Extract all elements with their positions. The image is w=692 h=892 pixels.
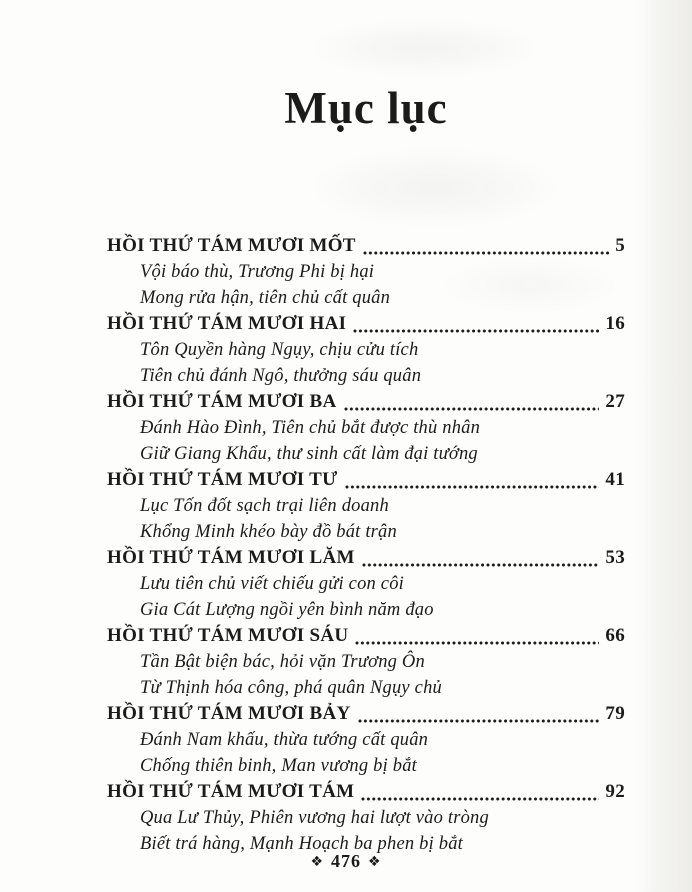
chapter-page-number: 41 — [605, 469, 625, 490]
chapter-page-number: 27 — [605, 391, 625, 412]
chapter-heading: HỒI THỨ TÁM MƯƠI LĂM — [107, 547, 355, 568]
chapter-subtitle-line: Đánh Nam khấu, thừa tướng cất quân — [140, 730, 429, 750]
chapter-subtitle-line: Từ Thịnh hóa công, phá quân Ngụy chủ — [140, 678, 442, 698]
chapter-heading: HỒI THỨ TÁM MƯƠI BẢY — [107, 703, 351, 724]
page-title: Mục lục — [284, 83, 448, 133]
footer-ornament-icon: ❖ — [368, 854, 382, 870]
page-footer — [0, 851, 692, 872]
dot-leader — [363, 251, 609, 255]
chapter-subtitle-line: Lưu tiên chủ viết chiếu gửi con côi — [140, 574, 405, 594]
chapter-subtitle-line: Gia Cát Lượng ngồi yên bình năm đạo — [140, 600, 434, 620]
chapter-subtitle-line: Qua Lư Thủy, Phiên vương hai lượt vào tròng — [140, 808, 489, 828]
dot-leader — [358, 719, 600, 723]
table-of-contents — [107, 233, 625, 857]
dot-leader — [344, 407, 600, 411]
chapter-subtitle-line: Khổng Minh khéo bày đồ bát trận — [140, 522, 397, 542]
chapter-page-number: 5 — [615, 235, 625, 256]
chapter-heading: HỒI THỨ TÁM MƯƠI TƯ — [107, 469, 338, 490]
footer-ornament-icon: ❖ — [310, 854, 324, 870]
chapter-page-number: 53 — [605, 547, 625, 568]
page-edge-shading — [634, 0, 692, 892]
footer-page-number: 476 — [331, 851, 361, 871]
chapter-subtitle-line: Đánh Hào Đình, Tiên chủ bắt được thù nhân — [140, 418, 481, 438]
toc-entry-heading-row — [107, 701, 625, 727]
dot-leader — [345, 485, 600, 489]
toc-entry — [107, 779, 625, 857]
chapter-subtitle-line: Chống thiên binh, Man vương bị bắt — [140, 756, 418, 776]
toc-entry-heading-row — [107, 467, 625, 493]
toc-entry-heading-row — [107, 779, 625, 805]
toc-entry-heading-row — [107, 233, 625, 259]
dot-leader — [355, 641, 599, 645]
chapter-subtitle-line: Tiên chủ đánh Ngô, thưởng sáu quân — [140, 366, 422, 386]
ink-bleed-through — [300, 145, 570, 230]
chapter-page-number: 92 — [605, 781, 625, 802]
chapter-subtitle-line: Mong rửa hận, tiên chủ cất quân — [140, 288, 391, 308]
chapter-heading: HỒI THỨ TÁM MƯƠI HAI — [107, 313, 347, 334]
chapter-page-number: 79 — [605, 703, 625, 724]
chapter-subtitle-line: Biết trá hàng, Mạnh Hoạch ba phen bị bắt — [140, 834, 463, 854]
toc-entry-heading-row — [107, 311, 625, 337]
chapter-page-number: 16 — [605, 313, 625, 334]
toc-entry — [107, 389, 625, 467]
dot-leader — [353, 329, 599, 333]
dot-leader — [362, 563, 600, 567]
chapter-heading: HỒI THỨ TÁM MƯƠI SÁU — [107, 625, 349, 646]
toc-entry-heading-row — [107, 545, 625, 571]
chapter-heading: HỒI THỨ TÁM MƯƠI MỐT — [107, 235, 356, 256]
toc-entry — [107, 623, 625, 701]
chapter-heading: HỒI THỨ TÁM MƯƠI BA — [107, 391, 337, 412]
chapter-subtitle-line: Giữ Giang Khẩu, thư sinh cất làm đại tướng — [140, 444, 478, 464]
toc-entry — [107, 701, 625, 779]
chapter-page-number: 66 — [605, 625, 625, 646]
toc-entry — [107, 545, 625, 623]
toc-entry — [107, 467, 625, 545]
toc-entry — [107, 233, 625, 311]
chapter-heading: HỒI THỨ TÁM MƯƠI TÁM — [107, 781, 355, 802]
chapter-subtitle-line: Vội báo thù, Trương Phi bị hại — [140, 262, 375, 282]
toc-entry — [107, 311, 625, 389]
chapter-subtitle-line: Tần Bật biện bác, hỏi vặn Trương Ôn — [140, 652, 425, 672]
chapter-subtitle-line: Lục Tốn đốt sạch trại liên doanh — [140, 496, 389, 516]
toc-entry-heading-row — [107, 623, 625, 649]
dot-leader — [361, 797, 599, 801]
toc-entry-heading-row — [107, 389, 625, 415]
ink-bleed-through — [300, 18, 550, 78]
chapter-subtitle-line: Tôn Quyền hàng Ngụy, chịu cửu tích — [140, 340, 419, 360]
